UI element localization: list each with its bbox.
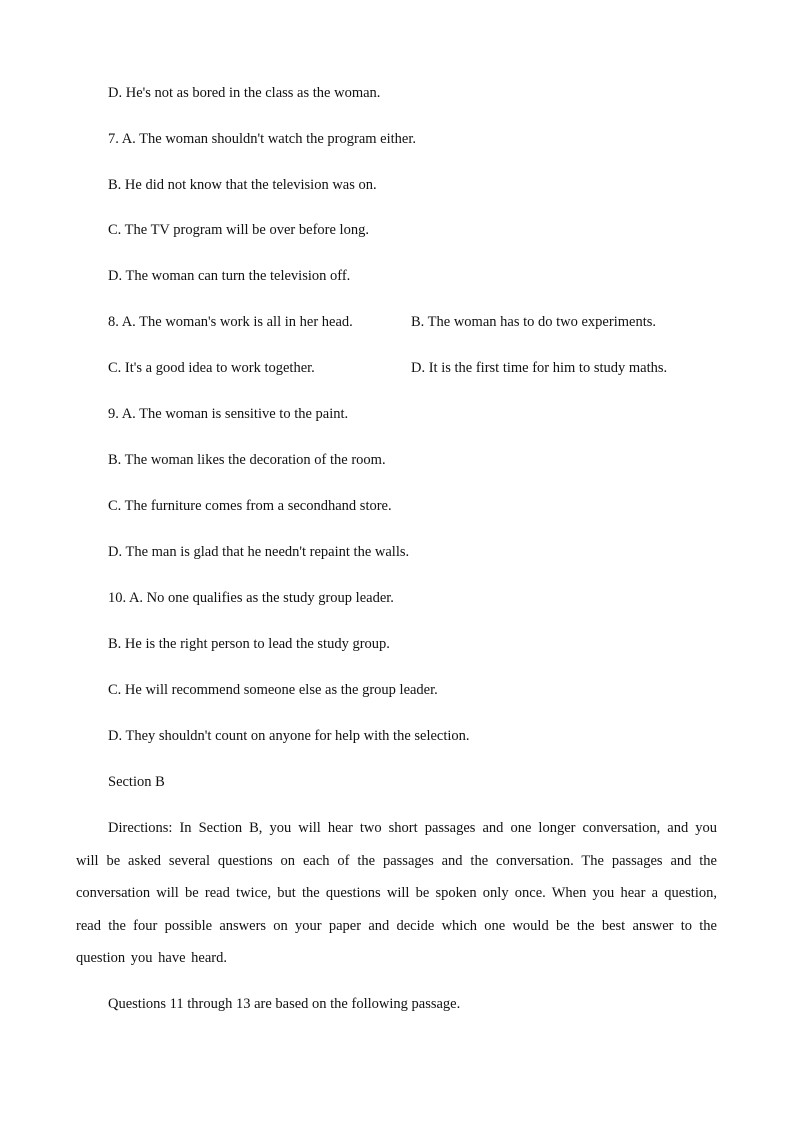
q6-option-d: D. He's not as bored in the class as the woman.: [108, 85, 381, 101]
q10-option-c: C. He will recommend someone else as the group leader.: [108, 682, 438, 698]
questions-intro: Questions 11 through 13 are based on the following passage.: [108, 996, 461, 1012]
q7-option-c: C. The TV program will be over before long.: [108, 222, 369, 238]
q8-option-c: C. It's a good idea to work together.: [108, 360, 315, 376]
section-b-directions: Directions: In Section B, you will hear two short passages and one longer conversation, and you will be asked several questions on each of the passages and the conversation. The passages and the conversation will be read twice, but the questions will be spoken only once. When you hear a question, read the four possible answers on your paper and decide which one would be the best answer to the question you have heard.: [76, 820, 717, 966]
q8-option-b: B. The woman has to do two experiments.: [411, 314, 656, 330]
q8-option-d: D. It is the first time for him to study maths.: [411, 360, 668, 376]
q9-option-c: C. The furniture comes from a secondhand store.: [108, 498, 392, 514]
q7-option-a: 7. A. The woman shouldn't watch the program either.: [108, 131, 416, 147]
q7-option-d: D. The woman can turn the television off.: [108, 268, 351, 284]
q7-option-b: B. He did not know that the television was on.: [108, 177, 377, 193]
q10-option-d: D. They shouldn't count on anyone for help with the selection.: [108, 728, 470, 744]
q10-option-b: B. He is the right person to lead the study group.: [108, 636, 390, 652]
q10-option-a: 10. A. No one qualifies as the study group leader.: [108, 590, 394, 606]
section-b-heading: Section B: [108, 774, 165, 790]
q9-option-b: B. The woman likes the decoration of the room.: [108, 452, 386, 468]
q9-option-a: 9. A. The woman is sensitive to the paint.: [108, 406, 349, 422]
q8-option-a: 8. A. The woman's work is all in her head.: [108, 314, 353, 330]
q9-option-d: D. The man is glad that he needn't repaint the walls.: [108, 544, 410, 560]
